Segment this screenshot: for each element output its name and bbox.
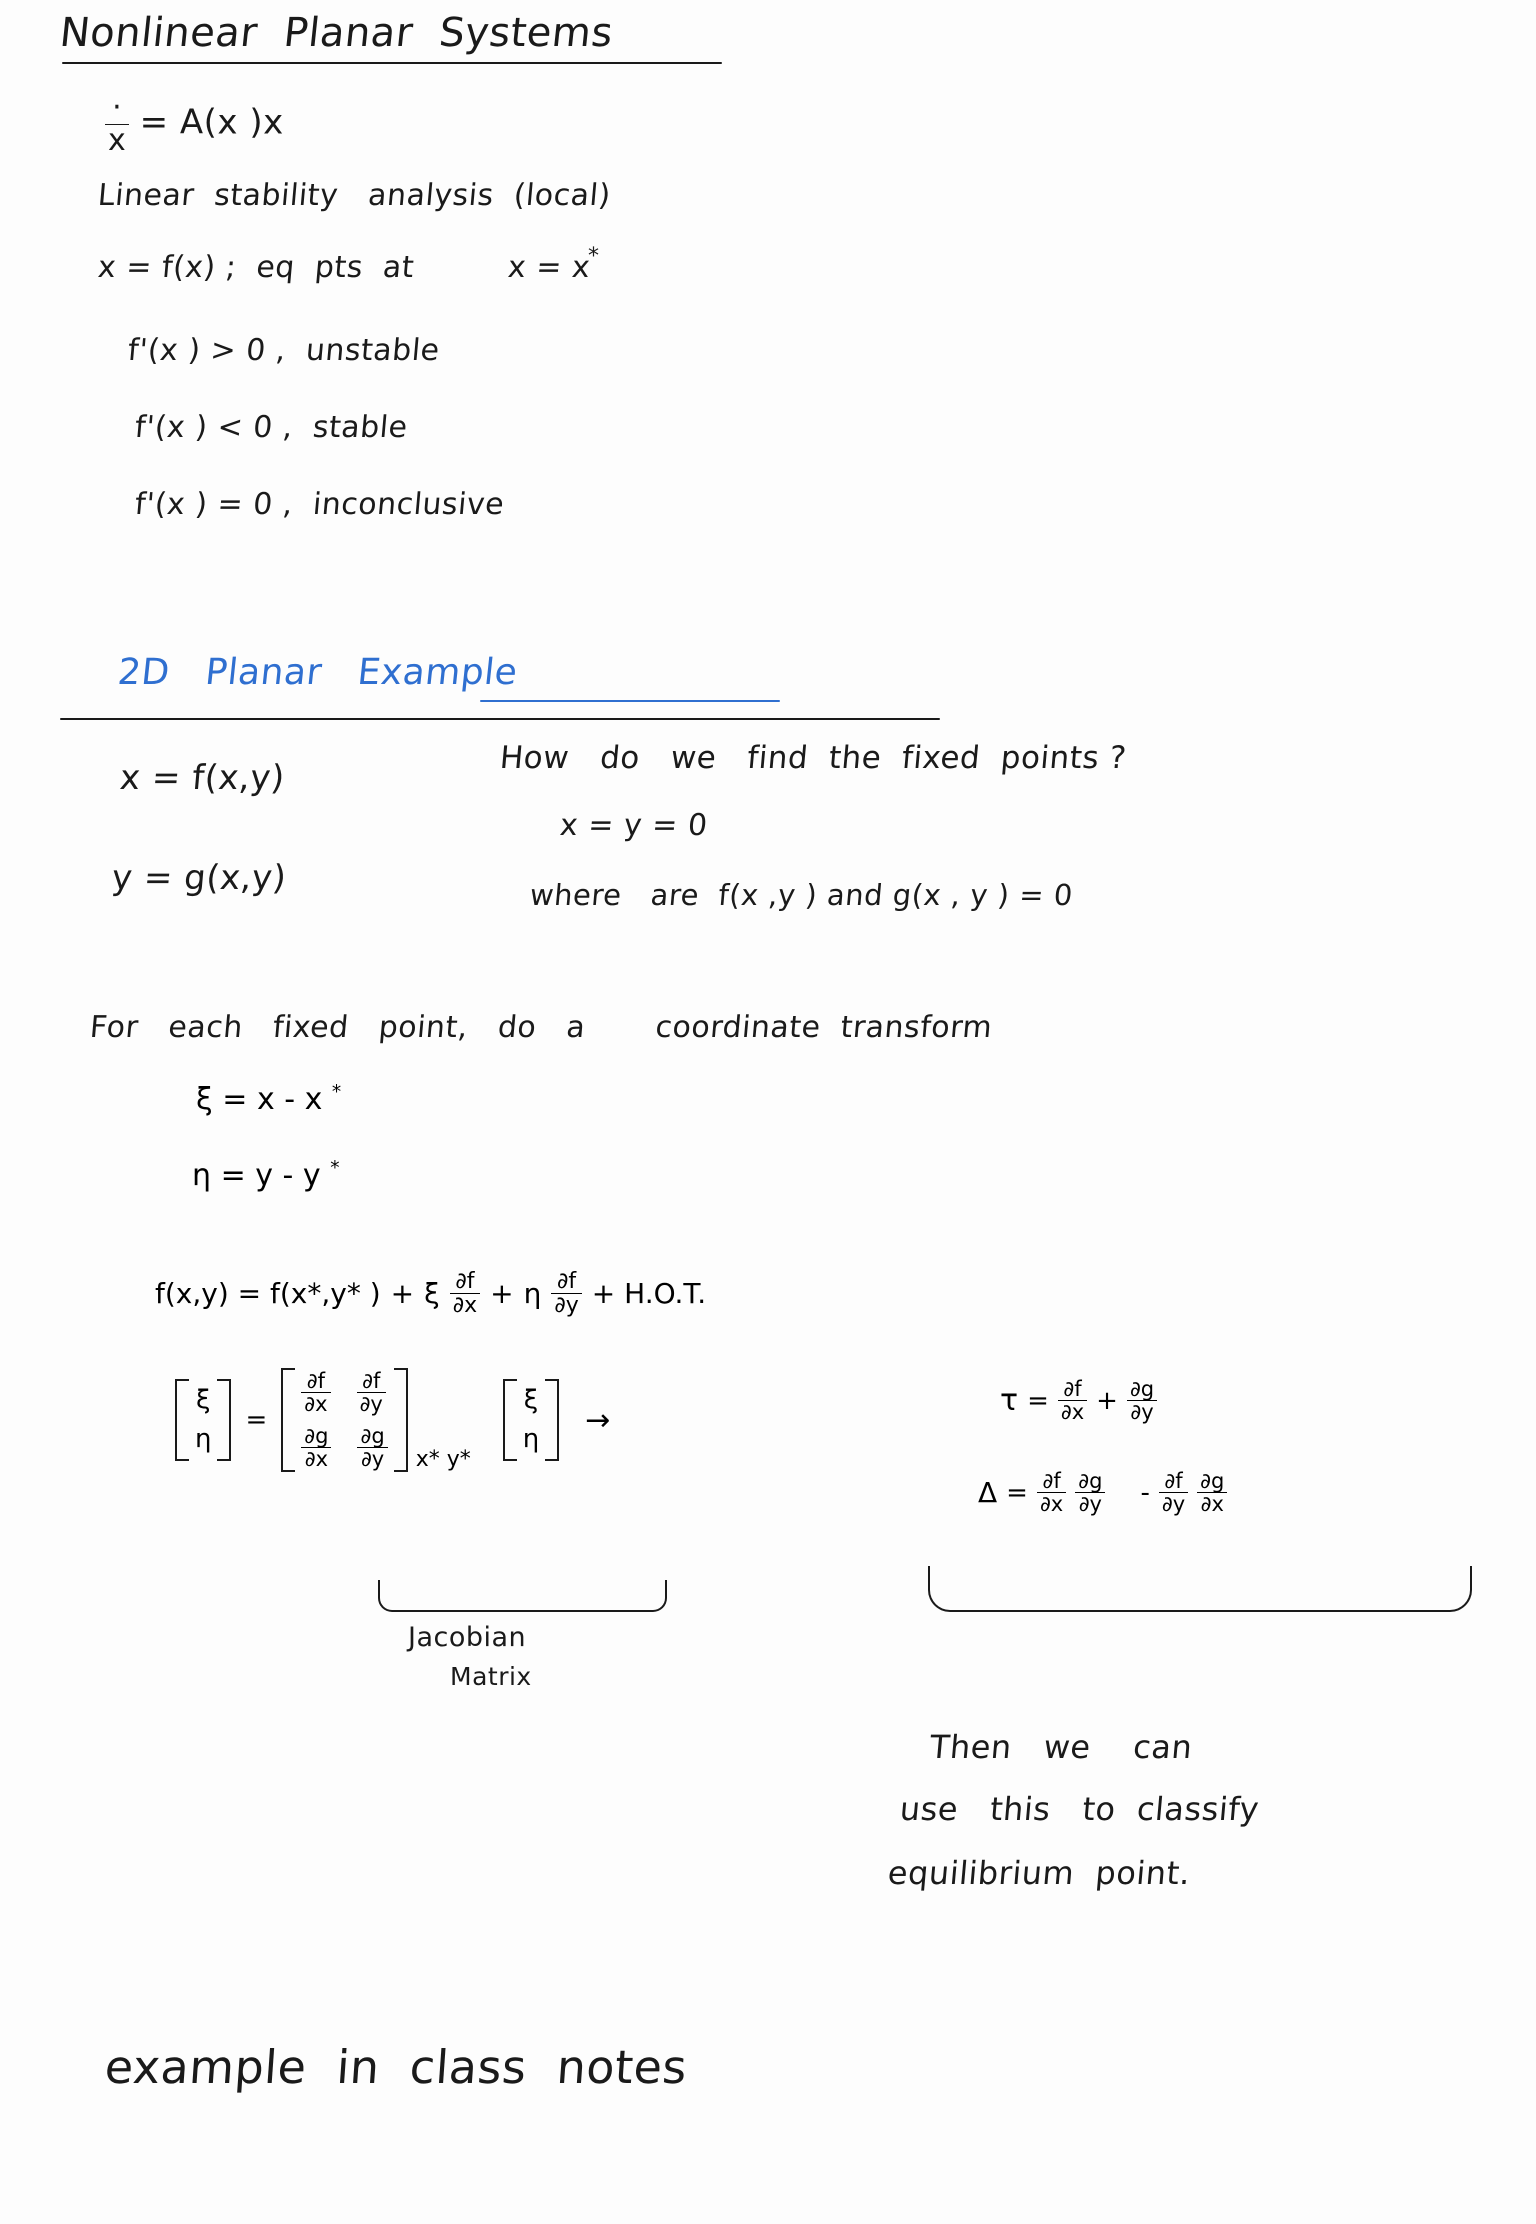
title-underline <box>62 62 722 64</box>
instruction-coordinate-transform: For each fixed point, do a coordinate transform <box>88 1010 994 1045</box>
delta-term2-num: ∂g <box>1075 1470 1105 1493</box>
bracket-right-rhs <box>545 1379 559 1461</box>
jacobian-label-line1: Jacobian <box>408 1622 527 1653</box>
page-title: Nonlinear Planar Systems <box>57 10 616 56</box>
stability-case-inconclusive: f'(x ) = 0 , inconclusive <box>133 487 506 522</box>
section-heading-2d-planar-example: 2D Planar Example <box>115 652 520 693</box>
tau-equals: = <box>1027 1385 1049 1416</box>
trace-definition <box>1000 1378 1157 1423</box>
taylor-df-numerator: ∂f <box>450 1270 480 1294</box>
bracket-left-lhs <box>175 1379 189 1461</box>
taylor-expansion-line <box>155 1270 706 1317</box>
taylor-dx-denominator: ∂x <box>452 1293 478 1319</box>
eta-star: * <box>330 1158 340 1179</box>
bracket-right-jacobian <box>394 1368 408 1472</box>
invariants-underbrace <box>928 1566 1472 1612</box>
question-find-fixed-points: How do we find the fixed points ? <box>498 740 1129 776</box>
xdot-eq-pts-rhs-star: * <box>588 244 600 269</box>
bracket-left-jacobian <box>281 1368 295 1472</box>
condition-xdot-ydot-zero: x = y = 0 <box>558 808 710 843</box>
equation-main-body: = A(x )x <box>139 102 284 143</box>
bracket-right-lhs <box>217 1379 231 1461</box>
tau-term2-den: ∂y <box>1130 1400 1154 1425</box>
equation-main <box>105 92 284 156</box>
tau-term1-num: ∂f <box>1058 1378 1087 1401</box>
jacobian-matrix <box>281 1368 407 1472</box>
taylor-df-numerator-2: ∂f <box>551 1270 581 1294</box>
xi-definition: = x - x <box>222 1082 323 1117</box>
delta-term4-num: ∂g <box>1197 1470 1227 1493</box>
matrix-equation <box>175 1368 610 1472</box>
state-vector-lhs-body <box>189 1379 217 1461</box>
equation-xdot-f: x = f(x,y) <box>118 758 287 798</box>
jacobian-label-line2: Matrix <box>450 1662 532 1691</box>
taylor-lhs: f(x,y) = f(x*,y* ) <box>155 1277 381 1311</box>
eta-definition: = y - y <box>220 1158 321 1193</box>
jacobian-12-den: ∂y <box>359 1392 383 1417</box>
stability-case-stable: f'(x ) < 0 , stable <box>133 410 410 445</box>
tau-plus: + <box>1096 1385 1118 1416</box>
matrix-equals-sign: = <box>245 1405 268 1436</box>
taylor-higher-order-terms: + H.O.T. <box>591 1277 707 1311</box>
taylor-dy-denominator: ∂y <box>554 1293 579 1319</box>
eta-symbol: η <box>192 1158 212 1193</box>
eta-dot: η <box>195 1424 212 1455</box>
xi-symbol: ξ <box>196 1082 213 1117</box>
jacobian-11-num: ∂f <box>301 1370 330 1393</box>
jacobian-21-den: ∂x <box>304 1447 329 1472</box>
state-vector-lhs <box>175 1379 231 1461</box>
conclusion-line-1: Then we can <box>928 1728 1195 1766</box>
delta-equals: = <box>1006 1477 1028 1508</box>
jacobian-12-num: ∂f <box>357 1370 386 1393</box>
jacobian-underbrace <box>378 1580 667 1612</box>
definition-xi <box>196 1082 341 1117</box>
implies-arrow-icon: → <box>585 1402 611 1438</box>
question-where-f-g-zero: where are f(x ,y ) and g(x , y ) = 0 <box>528 878 1075 912</box>
tau-term1-den: ∂x <box>1060 1400 1085 1425</box>
delta-term1-den: ∂x <box>1039 1492 1064 1517</box>
determinant-definition <box>978 1470 1227 1515</box>
delta-term2-den: ∂y <box>1078 1492 1102 1517</box>
taylor-xi-symbol: ξ <box>424 1277 440 1311</box>
delta-term3-den: ∂y <box>1161 1492 1186 1517</box>
jacobian-22-num: ∂g <box>357 1425 387 1448</box>
section-heading-underline-black <box>60 718 940 720</box>
jacobian-entries <box>295 1368 393 1472</box>
xi-component: ξ <box>523 1385 539 1416</box>
conclusion-line-3: equilibrium point. <box>886 1854 1193 1892</box>
eta-component: η <box>522 1424 540 1455</box>
state-vector-rhs-body <box>517 1379 545 1461</box>
xdot-eq-pts-rhs: x = x <box>506 250 592 285</box>
delta-minus: - <box>1140 1477 1150 1508</box>
tau-symbol: τ <box>1000 1383 1019 1419</box>
taylor-eta-symbol: η <box>523 1277 542 1311</box>
conclusion-line-2: use this to classify <box>898 1790 1261 1828</box>
delta-term3-num: ∂f <box>1159 1470 1188 1493</box>
taylor-plus-1: + <box>390 1277 415 1311</box>
jacobian-evaluation-point: x* y* <box>415 1447 471 1473</box>
delta-term1-num: ∂f <box>1037 1470 1066 1493</box>
xdot-variable: x <box>108 122 126 158</box>
definition-eta <box>192 1158 339 1193</box>
jacobian-11-den: ∂x <box>304 1392 328 1417</box>
delta-term4-den: ∂x <box>1200 1492 1224 1517</box>
state-vector-rhs <box>503 1379 559 1461</box>
section-heading-underline-blue <box>480 700 780 702</box>
tau-term2-num: ∂g <box>1127 1378 1157 1401</box>
stability-case-unstable: f'(x ) > 0 , unstable <box>126 333 442 368</box>
delta-symbol: Δ <box>978 1476 998 1510</box>
xdot-overdot: · <box>105 92 129 125</box>
xi-dot: ξ <box>195 1385 211 1416</box>
jacobian-22-den: ∂y <box>360 1447 385 1472</box>
taylor-plus-2: + <box>490 1277 514 1311</box>
jacobian-21-num: ∂g <box>301 1425 331 1448</box>
linear-stability-line: Linear stability analysis (local) <box>96 178 613 213</box>
footer-note: example in class notes <box>103 2040 689 2094</box>
xi-star: * <box>331 1082 342 1103</box>
equation-ydot-g: y = g(x,y) <box>110 858 289 898</box>
xdot-eq-pts-line: x = f(x) ; eq pts at <box>96 250 416 285</box>
bracket-left-rhs <box>503 1379 517 1461</box>
